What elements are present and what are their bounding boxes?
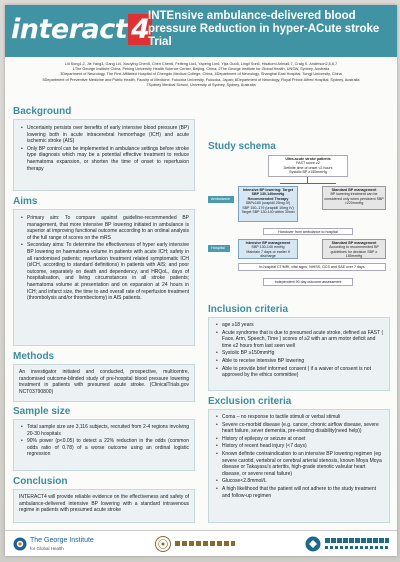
- george-institute-logo: [13, 536, 103, 553]
- sample-item: • Total sample size are 3,116 subjects, recruited from 2-4 regions involving 20-30 hospitals: [27, 424, 189, 437]
- eligibility-line: FAST score ≥2: [296, 161, 320, 166]
- affiliation-line: 7Sydney Medical School, University of Sydney, Sydney, Australia: [146, 82, 256, 87]
- inclusion-box: [208, 317, 390, 391]
- handover-box: Handover from ambulance to hospital: [263, 228, 353, 235]
- aims-item: • Secondary aims: To determine the effectiveness of hyper early intensive BP lowering on haematoma volume in patients with acute ICH; safety in all randomised patients; reperfusion treatment related symptomatic ICH (sICH, according to standard definitions) in patients with AIS; and poor outcome, separately on death and dependency, and HRQoL, days of hospitalisation, and living circumstances in all stroke patients; haematoma volume at presentation and on expansion at 24 hours in ICH; and infarct size, the time to and overall rate of reperfusion treatment (thrombolysis and/or thrombectomy) in AIS patients.: [27, 242, 189, 301]
- author-line: Lili Song1,2, Jie Yang3, Gang Li4, Xiaoying Chen5, Chen Chen6, Feifeng Liu4, Yapeng Lin6, Yijia Guo6, Lingli Sun6, Hisatomi Arima6,7, Craig S. Anderson2,5,6,7: [64, 62, 338, 66]
- background-item: • Only BP control can be implemented in ambulance settings before stroke type diagnosis which may be a potential effective treatment to reduce haematoma expansion, or shorten the time of onset to reperfusion therapy: [27, 146, 189, 172]
- hospital-wordmark: [325, 538, 389, 543]
- exclusion-item: • History of epilepsy or seizure at onset: [222, 436, 384, 443]
- exclusion-heading: Exclusion criteria: [208, 396, 292, 407]
- standard-line: BP lowering treatment can be considered only when persistent SBP >220mmHg: [324, 192, 384, 206]
- intensive-line: Target SBP 130-140 within 30min: [241, 210, 295, 215]
- inclusion-item: • age ≥18 years: [222, 322, 384, 329]
- author-list: [15, 62, 387, 88]
- intensive2-line: SBP 130-140 mmHg: [251, 245, 285, 250]
- standard-bp-box: [322, 186, 386, 210]
- poster-banner: [5, 5, 397, 57]
- logo-number: 4: [128, 14, 152, 45]
- aims-item: • Primary aim: To compare against guideline-recommended BP management, that more intensive BP lowering initiated in ambulance is superior at improving functional outcome according to an ordinal analysis of the full range of scores on the mRS: [27, 215, 189, 241]
- george-name: The George Institute: [30, 537, 94, 544]
- inclusion-heading: Inclusion criteria: [208, 304, 289, 315]
- sample-size-box: [13, 419, 195, 471]
- conclusion-box: [13, 489, 195, 523]
- eligibility-line: Definite time of onset <2 hours: [283, 165, 333, 170]
- university-seal-icon: [155, 536, 171, 552]
- followup-box: Independent 90 day outcome assessment: [263, 278, 353, 286]
- hospital-emblem-icon: [305, 536, 321, 552]
- eligibility-line: Systolic BP ≥150mmHg: [289, 170, 327, 175]
- logo-text: interact: [11, 14, 128, 45]
- george-institute-mark: [13, 537, 27, 551]
- inclusion-item: • Acute syndrome that is due to presumed acute stroke, defined as FAST ( Face, Arm, Speech, Time ) scores of ≥2 with an arm motor deficit and time ≤2 hours from last seen well: [222, 330, 384, 350]
- intensive2-title: Intensive BP management: [245, 241, 291, 245]
- inclusion-item: • Able to provide brief informed consent ( if a waiver of consent is not approved by the ethics committee): [222, 366, 384, 379]
- eligibility-box: [268, 155, 348, 177]
- inclusion-item: • Systolic BP ≥150mmHg: [222, 350, 384, 357]
- conclusion-text: INTERACT4 will provide reliable evidence on the effectiveness and safety of ambulance-delivered intensive BP lowering with a standard intravenous regime in patients with presumed acute stroke: [19, 494, 189, 514]
- intensive-line: SBP 150–179 (urapidil 10mg IV): [242, 205, 294, 210]
- assessments-box: In-hospital CT/MRI, vital signs, NIHSS, GCS and SAE over 7 days: [238, 263, 386, 271]
- background-box: [13, 119, 195, 191]
- background-heading: Background: [13, 106, 72, 117]
- poster: [5, 5, 397, 556]
- exclusion-item: • History of recent head injury (<7 days): [222, 443, 384, 450]
- exclusion-item: • Glucose<2.8mmol/L: [222, 478, 384, 485]
- exclusion-item: • Severe co-morbid disease (e.g. cancer, chronic airflow disease, severe heart failure, sever dementia, pre-existing disability(need help)): [222, 422, 384, 435]
- methods-box: [13, 364, 195, 402]
- poster-title: INTEnsive ambulance-delivered blood pressure Reduction in hyper-ACute stroke Trial: [148, 10, 380, 48]
- inclusion-item: • Able to receive intensive BP lowering: [222, 358, 384, 365]
- eligibility-title: Ultra-acute stroke patients: [285, 157, 331, 161]
- conclusion-heading: Conclusion: [13, 476, 68, 487]
- standard2-title: Standard BP management: [331, 241, 377, 245]
- standard-title: Standard BP management: [331, 188, 377, 192]
- university-wordmark: [175, 541, 235, 546]
- hospital-tag: Hospital: [208, 245, 230, 252]
- hospital-logo: [305, 535, 393, 553]
- exclusion-box: [208, 409, 390, 523]
- intensive-management-box: [238, 239, 298, 259]
- methods-heading: Methods: [13, 351, 55, 362]
- affiliation-line: 5Department of Preventive Medicine and Public Health, Faculty of Medicine, Fukuoka University, Fukuoka, Japan; 6Department of Neurology, Royal Prince Alfred Hospital, Sydney, Australia: [42, 77, 360, 82]
- methods-text: An investigator initiated and conducted, prospective, multicentre, randomised outcome-blinded study of pre-hospital blood pressure lowering treatment in patients with presumed acute stroke. (ClinicalTrials.gov NCT03790800): [19, 369, 189, 395]
- exclusion-item: • A high likelihood that the patient will not adhere to the study treatment and follow-up regimen: [222, 486, 384, 499]
- exclusion-item: • Coma – no response to tactile stimuli or verbal stimuli: [222, 414, 384, 421]
- aims-box: [13, 209, 195, 346]
- sample-item: • 90% power (p<0.05) to detect a 22% reduction in the odds (common odds ratio of 0.78) of a worse outcome using an ordinal logistic regression: [27, 438, 189, 458]
- university-logo: [155, 535, 245, 553]
- standard2-line: According to recommended BP guidelines for decision SBP ≥ 185mmHg: [329, 245, 379, 259]
- poster-footer: [5, 530, 397, 556]
- intensive-bp-box: [238, 186, 298, 222]
- flow-arrow: [280, 183, 336, 184]
- george-sub: for Global Health: [30, 546, 64, 551]
- background-item: • Uncertainty persists over benefits of early intensive blood pressure (BP) lowering both in acute intracerebral hemorrhage (ICH) and acute ischemic stroke (AIS): [27, 125, 189, 145]
- hospital-wordmark-sub: [325, 546, 389, 549]
- aims-heading: Aims: [13, 196, 38, 207]
- exclusion-item: • Known definite contraindication to an intensive BP lowering regimen (eg severe carotid, vertebral or cerebral arterial stenosis, known Moya Moya disease or Takayasu's arteritis, high-grade stenotic valvular heart disease, or severe renal failure): [222, 451, 384, 477]
- intensive-title: Intensive BP lowering: Target SBP 130-140mmHg Recommended Therapy: [242, 188, 294, 201]
- affiliation-line: 3Department of Neurology, The First Affiliated Hospital of Chengdu Medical College, China; 4Department of Neurology, Shanghai East Hospital, Tongji University, China: [60, 72, 342, 77]
- intensive-line: SBP≥180 (urapidil 25mg IV): [245, 201, 291, 206]
- interact4-logo: [11, 14, 152, 45]
- standard-management-box: [322, 239, 386, 259]
- study-schema-diagram: [208, 153, 390, 295]
- schema-heading: Study schema: [208, 141, 276, 152]
- ambulance-tag: Ambulance: [208, 196, 234, 203]
- sample-size-heading: Sample size: [13, 406, 71, 417]
- intensive2-line: Maintain 7 days or earlier if discharge: [246, 249, 290, 259]
- affiliation-line: 1The George Institute China, Peking University Health Science Center, Beijing, China; 2The George Institute for Global Health, UNSW, Sydney, Australia: [72, 67, 330, 72]
